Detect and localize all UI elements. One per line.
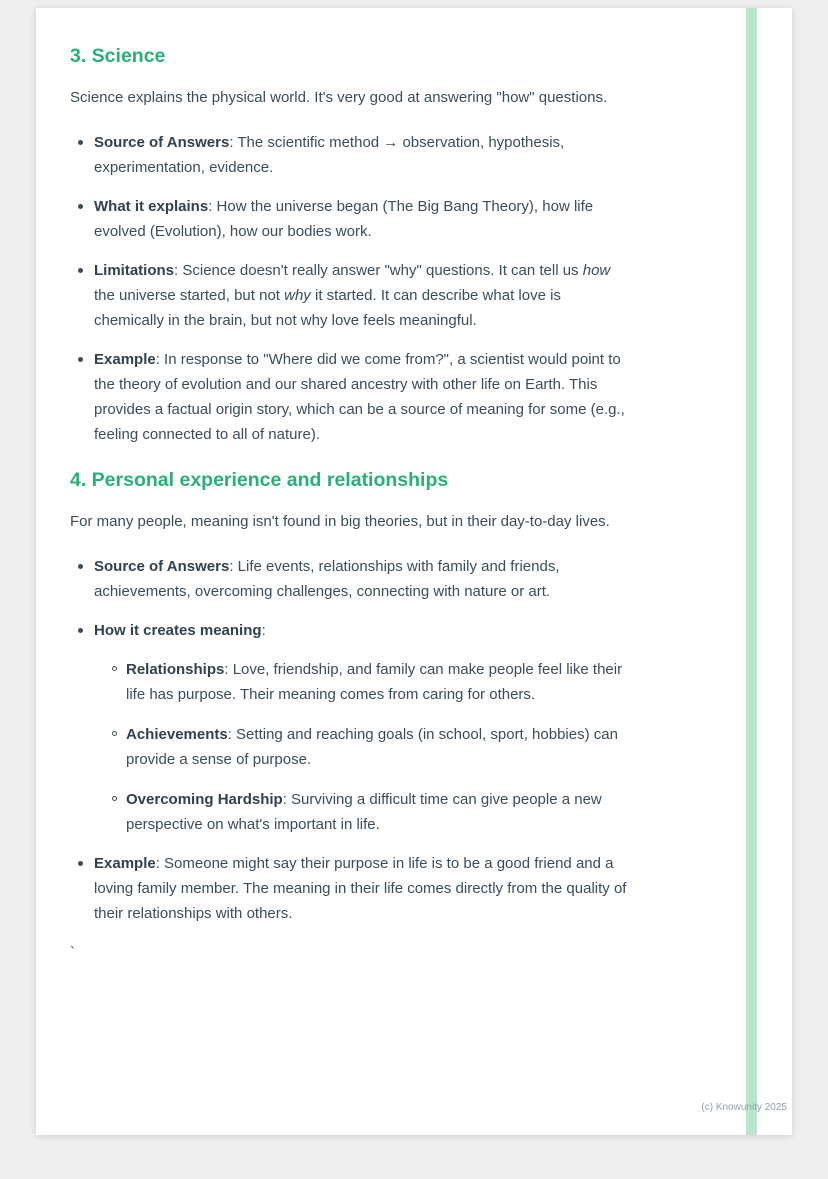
sub-bullet-icon (112, 796, 117, 801)
bullet-icon (78, 628, 83, 633)
section-4-heading: 4. Personal experience and relationships (70, 469, 449, 491)
bullet-content (94, 130, 633, 180)
list-item (78, 347, 633, 447)
sub-list-item (112, 787, 633, 837)
section-3-bullet-list (70, 130, 633, 447)
bullet-label: What it explains (94, 198, 209, 215)
bullet-content (94, 194, 633, 244)
text-run: : Setting and reaching goals (in school, sport, hobbies) can provide a sense of purpose. (126, 726, 618, 768)
footer-credit: (c) Knowunity 2025 (701, 1102, 787, 1113)
bullet-label: Relationships (126, 661, 225, 678)
list-item (78, 554, 633, 604)
text-run: : Science doesn't really answer "why" questions. It can tell us (174, 262, 583, 279)
sub-bullet-list (94, 657, 633, 837)
list-item (78, 851, 633, 926)
section-3-heading: 3. Science (70, 45, 166, 67)
list-item (78, 618, 633, 837)
text-run: : The scientific method → observation, hypothesis, experimentation, evidence. (94, 134, 565, 176)
bullet-icon (78, 357, 83, 362)
list-item (78, 194, 633, 244)
bullet-label: Limitations (94, 262, 175, 279)
text-run: : Love, friendship, and family can make people feel like their life has purpose. Their meaning comes from caring for others. (126, 661, 623, 703)
sub-list-item (112, 722, 633, 772)
section-4-intro: For many people, meaning isn't found in big theories, but in their day-to-day lives. (70, 513, 610, 530)
stray-character: ` (70, 944, 75, 961)
section-3-intro: Science explains the physical world. It's very good at answering "how" questions. (70, 89, 608, 106)
text-run: the universe started, but not (94, 287, 285, 304)
bullet-content (126, 657, 633, 707)
section-4-bullet-list (70, 554, 633, 926)
bullet-content (126, 722, 633, 772)
bullet-label: Overcoming Hardship (126, 791, 283, 808)
bullet-label: Example (94, 855, 156, 872)
text-run: : How the universe began (The Big Bang Theory), how life evolved (Evolution), how our bodies work. (94, 198, 594, 240)
bullet-content (94, 258, 633, 333)
italic-text-run: how (582, 262, 611, 279)
bullet-content (94, 347, 633, 447)
bullet-icon (78, 861, 83, 866)
text-run: : Surviving a difficult time can give people a new perspective on what's important in life. (126, 791, 602, 833)
bullet-label: Source of Answers (94, 558, 230, 575)
sub-bullet-icon (112, 666, 117, 671)
text-run: : In response to "Where did we come from?", a scientist would point to the theory of evolution and our shared ancestry with other life on Earth. This provides a factual origin story, which can be a source of meaning for some (e.g., feeling connected to all of nature). (94, 351, 625, 443)
text-run: : Life events, relationships with family and friends, achievements, overcoming challenges, connecting with nature or art. (94, 558, 560, 600)
bullet-label: Example (94, 351, 156, 368)
italic-text-run: why (284, 287, 311, 304)
text-run: it started. It can describe what love is chemically in the brain, but not why love feels meaningful. (94, 287, 561, 329)
bullet-content (94, 851, 633, 926)
bullet-icon (78, 268, 83, 273)
page-content (36, 8, 633, 965)
list-item (78, 130, 633, 180)
bullet-label: Achievements (126, 726, 228, 743)
text-run: : Someone might say their purpose in life is to be a good friend and a loving family member. The meaning in their life comes directly from the quality of their relationships with others. (94, 855, 627, 922)
sub-list-item (112, 657, 633, 707)
bullet-content (94, 554, 633, 604)
text-run: : (261, 622, 266, 639)
bullet-content (126, 787, 633, 837)
bullet-label: How it creates meaning (94, 622, 262, 639)
bullet-icon (78, 204, 83, 209)
bullet-label: Source of Answers (94, 134, 230, 151)
document-page (36, 8, 792, 1135)
bullet-content (94, 618, 633, 837)
bullet-icon (78, 564, 83, 569)
bullet-icon (78, 140, 83, 145)
sub-bullet-icon (112, 731, 117, 736)
page-edge-accent-stripe (746, 8, 757, 1135)
list-item (78, 258, 633, 333)
